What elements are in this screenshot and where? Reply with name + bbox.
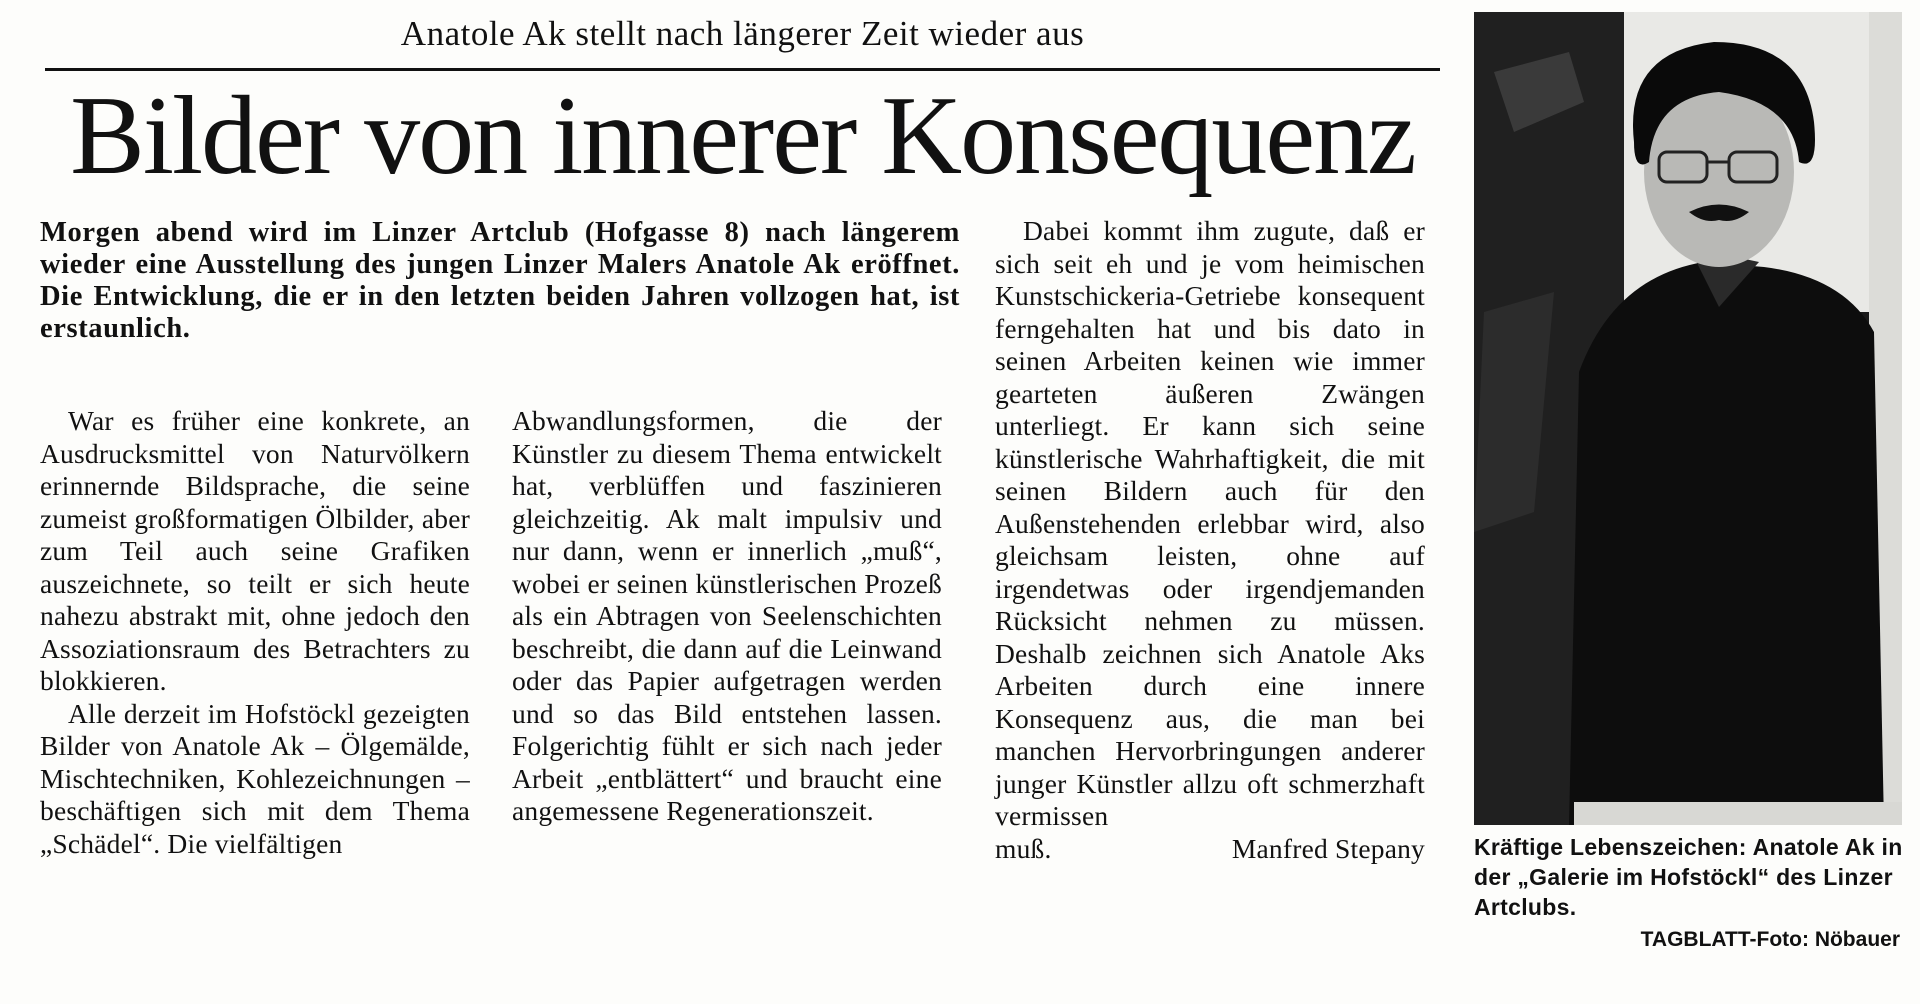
photo-credit: TAGBLATT-Foto: Nöbauer: [1640, 928, 1900, 951]
kicker-divider: [45, 68, 1440, 71]
artist-photo-image: [1474, 12, 1902, 825]
article-lead: Morgen abend wird im Linzer Artclub (Hofgasse 8) nach längerem wieder eine Ausstellung des jungen Linzer Malers Anatole Ak eröffnet. Die Entwicklung, die er in den letzten beiden Jahren vollzogen hat, ist erstaunlich.: [40, 217, 960, 344]
paragraph: Abwandlungsformen, die der Künstler zu diesem Thema entwickelt hat, verblüffen und faszinieren gleichzeitig. Ak malt impulsiv und nur dann, wenn er innerlich „muß“, wobei er seinen künstlerischen Prozeß als ein Abtragen von Seelenschichten beschreibt, die dann auf die Leinwand oder das Papier aufgetragen werden und so das Bild entstehen lassen. Folgerichtig fühlt er sich nach jeder Arbeit „entblättert“ und braucht eine angemessene Regenerationszeit.: [512, 405, 942, 826]
paragraph: War es früher eine konkrete, an Ausdrucksmittel von Naturvölkern erinnernde Bildsprache, die seine zumeist großformatigen Ölbilder, aber zum Teil auch seine Grafiken auszeichnete, so teilt er sich heute nahezu abstrakt mit, ohne jedoch den Assoziationsraum des Betrachters zu blokkieren.: [40, 405, 470, 696]
article-column-2: [512, 405, 942, 828]
article-headline: Bilder von innerer Konsequenz: [70, 74, 1415, 198]
paragraph: Alle derzeit im Hofstöckl gezeigten Bilder von Anatole Ak – Ölgemälde, Mischtechniken, Kohlezeichnungen – beschäftigen sich mit dem Thema „Schädel“. Die vielfältigen: [40, 697, 470, 859]
closing-word: muß.: [995, 832, 1052, 864]
artist-photo: [1474, 12, 1902, 825]
author-name: Manfred Stepany: [1231, 832, 1425, 864]
paragraph: Dabei kommt ihm zugute, daß er sich seit eh und je vom heimischen Kunstschickeria-Getriebe konsequent ferngehalten hat und bis dato in seinen Arbeiten keinen wie immer gearteten äußeren Zwängen unterliegt. Er kann sich seine künstlerische Wahrhaftigkeit, die mit seinen Bildern auch für den Außenstehenden erlebbar wird, also gleichsam leisten, ohne auf irgendetwas oder irgendjemanden Rücksicht nehmen zu müssen. Deshalb zeichnen sich Anatole Aks Arbeiten durch eine innere Konsequenz aus, die man bei manchen Hervorbringungen anderer junger Künstler allzu oft schmerzhaft vermissen: [995, 215, 1425, 831]
article-kicker: Anatole Ak stellt nach längerer Zeit wieder aus: [400, 14, 1085, 53]
photo-caption: Kräftige Lebenszeichen: Anatole Ak in der „Galerie im Hofstöckl“ des Linzer Artclubs.: [1474, 834, 1903, 920]
article-column-3: [995, 215, 1425, 865]
article-column-1: [40, 405, 470, 860]
